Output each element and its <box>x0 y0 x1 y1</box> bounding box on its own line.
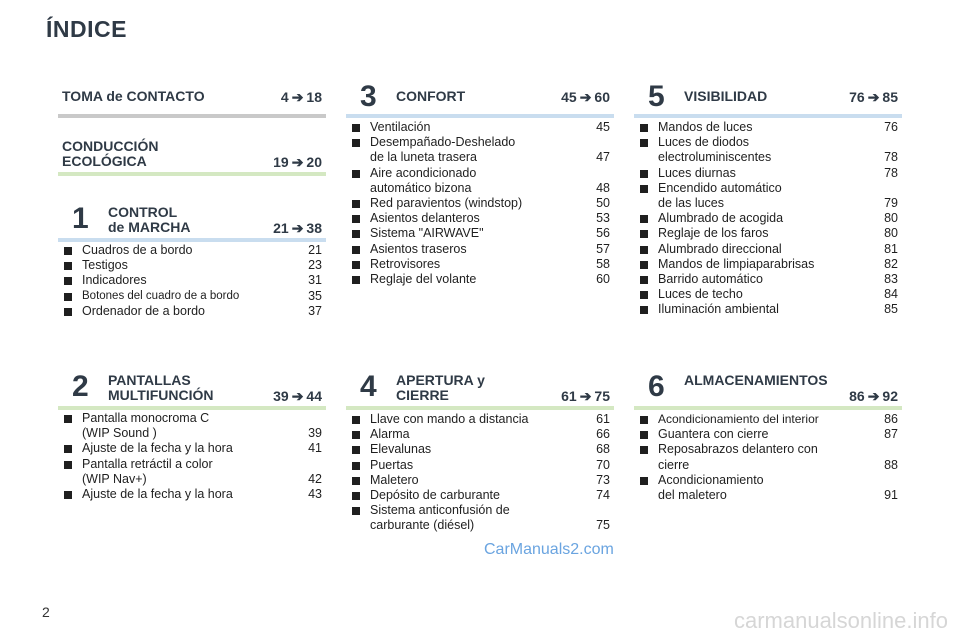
section-page-range <box>561 388 610 405</box>
list-item <box>346 458 614 473</box>
bullet-square-icon <box>352 276 360 284</box>
bullet-square-icon <box>640 170 648 178</box>
item-page: 68 <box>596 442 610 457</box>
item-text: Puertas <box>370 457 414 472</box>
item-text: Asientos delanteros <box>370 211 480 226</box>
bullet-square-icon <box>640 230 648 238</box>
range-to: 20 <box>306 154 322 170</box>
list-item <box>346 442 614 457</box>
range-to: 18 <box>306 89 322 105</box>
item-text: Sistema "AIRWAVE" <box>370 226 484 241</box>
item-list <box>346 120 614 287</box>
item-page: 31 <box>308 273 322 288</box>
item-text: Ajuste de la fecha y la hora <box>82 487 233 502</box>
section-page-range <box>849 388 898 405</box>
item-text: Depósito de carburante <box>370 488 500 503</box>
item-list <box>634 412 902 503</box>
item-text-continued: de la luneta trasera <box>370 150 478 165</box>
item-list <box>346 412 614 534</box>
section-visibilidad <box>634 80 902 330</box>
list-item <box>634 427 902 442</box>
bullet-square-icon <box>352 246 360 254</box>
section-title: TOMA de CONTACTO <box>62 88 205 104</box>
item-page: 58 <box>596 256 610 271</box>
item-text: Ajuste de la fecha y la hora <box>82 441 233 456</box>
bullet-square-icon <box>352 462 360 470</box>
list-item <box>346 427 614 442</box>
bullet-square-icon <box>352 492 360 500</box>
item-text: Elevalunas <box>370 442 432 457</box>
section-number: 2 <box>72 370 89 403</box>
range-to: 85 <box>882 89 898 105</box>
item-page: 23 <box>308 258 322 273</box>
list-item <box>346 166 614 196</box>
item-page: 70 <box>596 457 610 472</box>
item-text: Ordenador de a bordo <box>82 303 206 318</box>
bullet-square-icon <box>64 308 72 316</box>
bullet-square-icon <box>352 124 360 132</box>
list-item <box>634 120 902 135</box>
section-almacenamientos <box>634 366 902 516</box>
arrow-right-icon: ➔ <box>579 89 592 105</box>
item-page: 41 <box>308 441 322 456</box>
section-title-line1: PANTALLAS <box>108 372 191 388</box>
item-text: Luces de diodos <box>658 135 750 150</box>
list-item <box>634 412 902 427</box>
section-page-range <box>273 388 322 405</box>
item-text: Alarma <box>370 427 410 442</box>
item-text-continued: electroluminiscentes <box>658 150 772 165</box>
bullet-square-icon <box>64 491 72 499</box>
list-item <box>58 411 326 441</box>
item-page: 42 <box>308 471 322 486</box>
item-text: Pantalla monocroma C <box>82 411 210 425</box>
item-page: 43 <box>308 487 322 502</box>
section-title-line1: CONDUCCIÓN <box>62 138 159 154</box>
item-text: Aire acondicionado <box>370 165 477 180</box>
bullet-square-icon <box>352 416 360 424</box>
item-text: Luces diurnas <box>658 165 736 180</box>
list-item <box>634 302 902 317</box>
item-text: Acondicionamiento <box>658 472 764 487</box>
item-page: 60 <box>596 272 610 287</box>
section-page-range <box>281 89 322 106</box>
section-number: 3 <box>360 80 377 113</box>
arrow-right-icon: ➔ <box>291 89 304 105</box>
list-item <box>58 289 326 304</box>
bullet-square-icon <box>352 139 360 147</box>
list-item <box>58 258 326 273</box>
item-page: 83 <box>884 272 898 287</box>
bullet-square-icon <box>352 170 360 178</box>
list-item <box>634 166 902 181</box>
section-page-range <box>561 89 610 106</box>
section-number: 5 <box>648 80 665 113</box>
bullet-square-icon <box>640 477 648 485</box>
section-divider <box>58 238 326 242</box>
item-text: Red paravientos (windstop) <box>370 196 523 211</box>
bullet-square-icon <box>640 291 648 299</box>
bullet-square-icon <box>64 445 72 453</box>
bullet-square-icon <box>640 276 648 284</box>
section-title: CONFORT <box>396 88 466 104</box>
range-from: 61 <box>561 388 577 404</box>
section-page-range <box>849 89 898 106</box>
item-text: Cuadros de a bordo <box>82 243 193 257</box>
list-item <box>634 226 902 241</box>
range-to: 38 <box>306 220 322 236</box>
arrow-right-icon: ➔ <box>291 220 304 236</box>
item-page: 74 <box>596 488 610 503</box>
page-number: 2 <box>42 604 50 620</box>
item-text-continued: (WIP Sound ) <box>82 426 157 441</box>
item-list <box>58 243 326 319</box>
item-page: 73 <box>596 472 610 487</box>
list-item <box>346 226 614 241</box>
section-divider <box>58 172 326 176</box>
bullet-square-icon <box>64 277 72 285</box>
item-page: 78 <box>884 165 898 180</box>
item-page: 50 <box>596 196 610 211</box>
bullet-square-icon <box>352 230 360 238</box>
watermark-carmanualsonline: carmanualsonline.info <box>733 608 948 633</box>
bullet-square-icon <box>352 261 360 269</box>
section-title-line2: MULTIFUNCIÓN <box>108 387 214 403</box>
list-item <box>58 457 326 487</box>
list-item <box>346 412 614 427</box>
section-number: 6 <box>648 370 665 403</box>
item-page: 85 <box>884 302 898 317</box>
item-text: Alumbrado direccional <box>658 241 782 256</box>
item-text-continued: (WIP Nav+) <box>82 471 147 486</box>
bullet-square-icon <box>640 261 648 269</box>
list-item <box>58 441 326 456</box>
item-page: 80 <box>884 211 898 226</box>
item-page: 56 <box>596 226 610 241</box>
bullet-square-icon <box>64 247 72 255</box>
bullet-square-icon <box>640 246 648 254</box>
list-item <box>634 135 902 165</box>
item-text: Asientos traseros <box>370 241 467 256</box>
item-page: 91 <box>884 488 898 503</box>
item-text: Iluminación ambiental <box>658 302 779 317</box>
item-text: Reposabrazos delantero con <box>658 442 818 457</box>
list-item <box>346 196 614 211</box>
list-item <box>58 487 326 502</box>
arrow-right-icon: ➔ <box>291 388 304 404</box>
item-page: 81 <box>884 241 898 256</box>
list-item <box>346 120 614 135</box>
item-page: 84 <box>884 287 898 302</box>
item-page: 61 <box>596 412 610 426</box>
item-text: Guantera con cierre <box>658 427 769 442</box>
section-number: 4 <box>360 370 377 403</box>
item-page: 48 <box>596 180 610 195</box>
section-page-range <box>273 154 322 171</box>
section-title-line2: CIERRE <box>396 387 449 403</box>
bullet-square-icon <box>640 446 648 454</box>
item-text: Encendido automático <box>658 180 782 195</box>
item-page: 37 <box>308 303 322 318</box>
item-text: Alumbrado de acogida <box>658 211 784 226</box>
item-text: Ventilación <box>370 120 431 134</box>
section-apertura-y-cierre <box>346 366 614 536</box>
item-text: Indicadores <box>82 273 147 288</box>
item-text: Desempañado-Deshelado <box>370 135 516 150</box>
list-item <box>346 257 614 272</box>
list-item <box>346 503 614 533</box>
range-from: 45 <box>561 89 577 105</box>
item-text-continued: automático bizona <box>370 180 472 195</box>
section-page-range <box>273 220 322 237</box>
section-control-de-marcha <box>58 200 326 330</box>
section-title: ALMACENAMIENTOS <box>684 372 828 388</box>
list-item <box>346 488 614 503</box>
list-item <box>346 242 614 257</box>
bullet-square-icon <box>640 215 648 223</box>
item-page: 86 <box>884 412 898 426</box>
item-text: Botones del cuadro de a bordo <box>82 289 240 302</box>
range-from: 19 <box>273 154 289 170</box>
bullet-square-icon <box>640 124 648 132</box>
bullet-square-icon <box>352 507 360 515</box>
bullet-square-icon <box>64 262 72 270</box>
list-item <box>634 272 902 287</box>
item-text: Retrovisores <box>370 256 441 271</box>
item-list <box>634 120 902 318</box>
item-text: Mandos de luces <box>658 120 753 134</box>
item-text-continued: del maletero <box>658 488 727 503</box>
list-item <box>634 257 902 272</box>
list-item <box>346 211 614 226</box>
item-page: 53 <box>596 211 610 226</box>
item-page: 82 <box>884 256 898 271</box>
item-text: Reglaje de los faros <box>658 226 769 241</box>
section-title-line2: ECOLÓGICA <box>62 153 147 169</box>
list-item <box>346 473 614 488</box>
section-confort <box>346 80 614 300</box>
list-item <box>346 272 614 287</box>
bullet-square-icon <box>352 446 360 454</box>
range-to: 44 <box>306 388 322 404</box>
bullet-square-icon <box>352 477 360 485</box>
range-from: 21 <box>273 220 289 236</box>
arrow-right-icon: ➔ <box>867 388 880 404</box>
bullet-square-icon <box>640 416 648 424</box>
section-conduccion-ecologica <box>58 136 326 180</box>
list-item <box>346 135 614 165</box>
item-page: 21 <box>308 243 322 257</box>
list-item <box>634 442 902 472</box>
list-item <box>634 181 902 211</box>
item-page: 87 <box>884 427 898 442</box>
bullet-square-icon <box>640 185 648 193</box>
list-item <box>58 243 326 258</box>
item-page: 47 <box>596 150 610 165</box>
section-divider <box>58 114 326 118</box>
item-page: 39 <box>308 426 322 441</box>
bullet-square-icon <box>640 431 648 439</box>
item-list <box>58 411 326 502</box>
item-page: 75 <box>596 518 610 533</box>
arrow-right-icon: ➔ <box>579 388 592 404</box>
section-title-line2: de MARCHA <box>108 219 191 235</box>
bullet-square-icon <box>640 306 648 314</box>
item-page: 57 <box>596 241 610 256</box>
list-item <box>58 304 326 319</box>
item-text: Testigos <box>82 258 128 273</box>
page-title: ÍNDICE <box>46 16 127 42</box>
section-toma-de-contacto <box>58 86 326 120</box>
range-from: 86 <box>849 388 865 404</box>
range-from: 76 <box>849 89 865 105</box>
arrow-right-icon: ➔ <box>867 89 880 105</box>
watermark-carmanuals2: CarManuals2.com <box>484 541 614 558</box>
bullet-square-icon <box>64 461 72 469</box>
item-page: 88 <box>884 457 898 472</box>
section-divider <box>346 114 614 118</box>
item-text-continued: cierre <box>658 457 690 472</box>
section-number: 1 <box>72 202 89 235</box>
list-item <box>634 473 902 503</box>
range-to: 92 <box>882 388 898 404</box>
section-title-line1: CONTROL <box>108 204 178 220</box>
section-divider <box>634 114 902 118</box>
item-text: Reglaje del volante <box>370 272 477 287</box>
item-text: Sistema anticonfusión de <box>370 503 510 518</box>
item-text: Llave con mando a distancia <box>370 412 529 426</box>
range-to: 60 <box>594 89 610 105</box>
section-title: VISIBILIDAD <box>684 88 768 104</box>
item-page: 78 <box>884 150 898 165</box>
item-text: Maletero <box>370 472 419 487</box>
list-item <box>634 211 902 226</box>
item-text: Mandos de limpiaparabrisas <box>658 256 815 271</box>
item-text: Luces de techo <box>658 287 743 302</box>
bullet-square-icon <box>640 139 648 147</box>
bullet-square-icon <box>352 431 360 439</box>
bullet-square-icon <box>352 215 360 223</box>
item-page: 76 <box>884 120 898 134</box>
bullet-square-icon <box>352 200 360 208</box>
section-divider <box>58 406 326 410</box>
item-text-continued: carburante (diésel) <box>370 518 475 533</box>
range-to: 75 <box>594 388 610 404</box>
item-page: 66 <box>596 427 610 442</box>
arrow-right-icon: ➔ <box>291 154 304 170</box>
item-page: 45 <box>596 120 610 134</box>
range-from: 4 <box>280 89 289 105</box>
bullet-square-icon <box>64 415 72 423</box>
item-page: 80 <box>884 226 898 241</box>
item-text: Pantalla retráctil a color <box>82 456 213 471</box>
item-page: 79 <box>884 196 898 211</box>
item-text: Barrido automático <box>658 272 763 287</box>
section-divider <box>634 406 902 410</box>
item-text-continued: de las luces <box>658 196 725 211</box>
section-divider <box>346 406 614 410</box>
bullet-square-icon <box>64 293 72 301</box>
item-page: 35 <box>308 288 322 303</box>
list-item <box>58 273 326 288</box>
range-from: 39 <box>273 388 289 404</box>
section-pantallas-multifuncion <box>58 366 326 506</box>
list-item <box>634 242 902 257</box>
list-item <box>634 287 902 302</box>
item-text: Acondicionamiento del interior <box>658 412 819 426</box>
section-title-line1: APERTURA y <box>396 372 485 388</box>
